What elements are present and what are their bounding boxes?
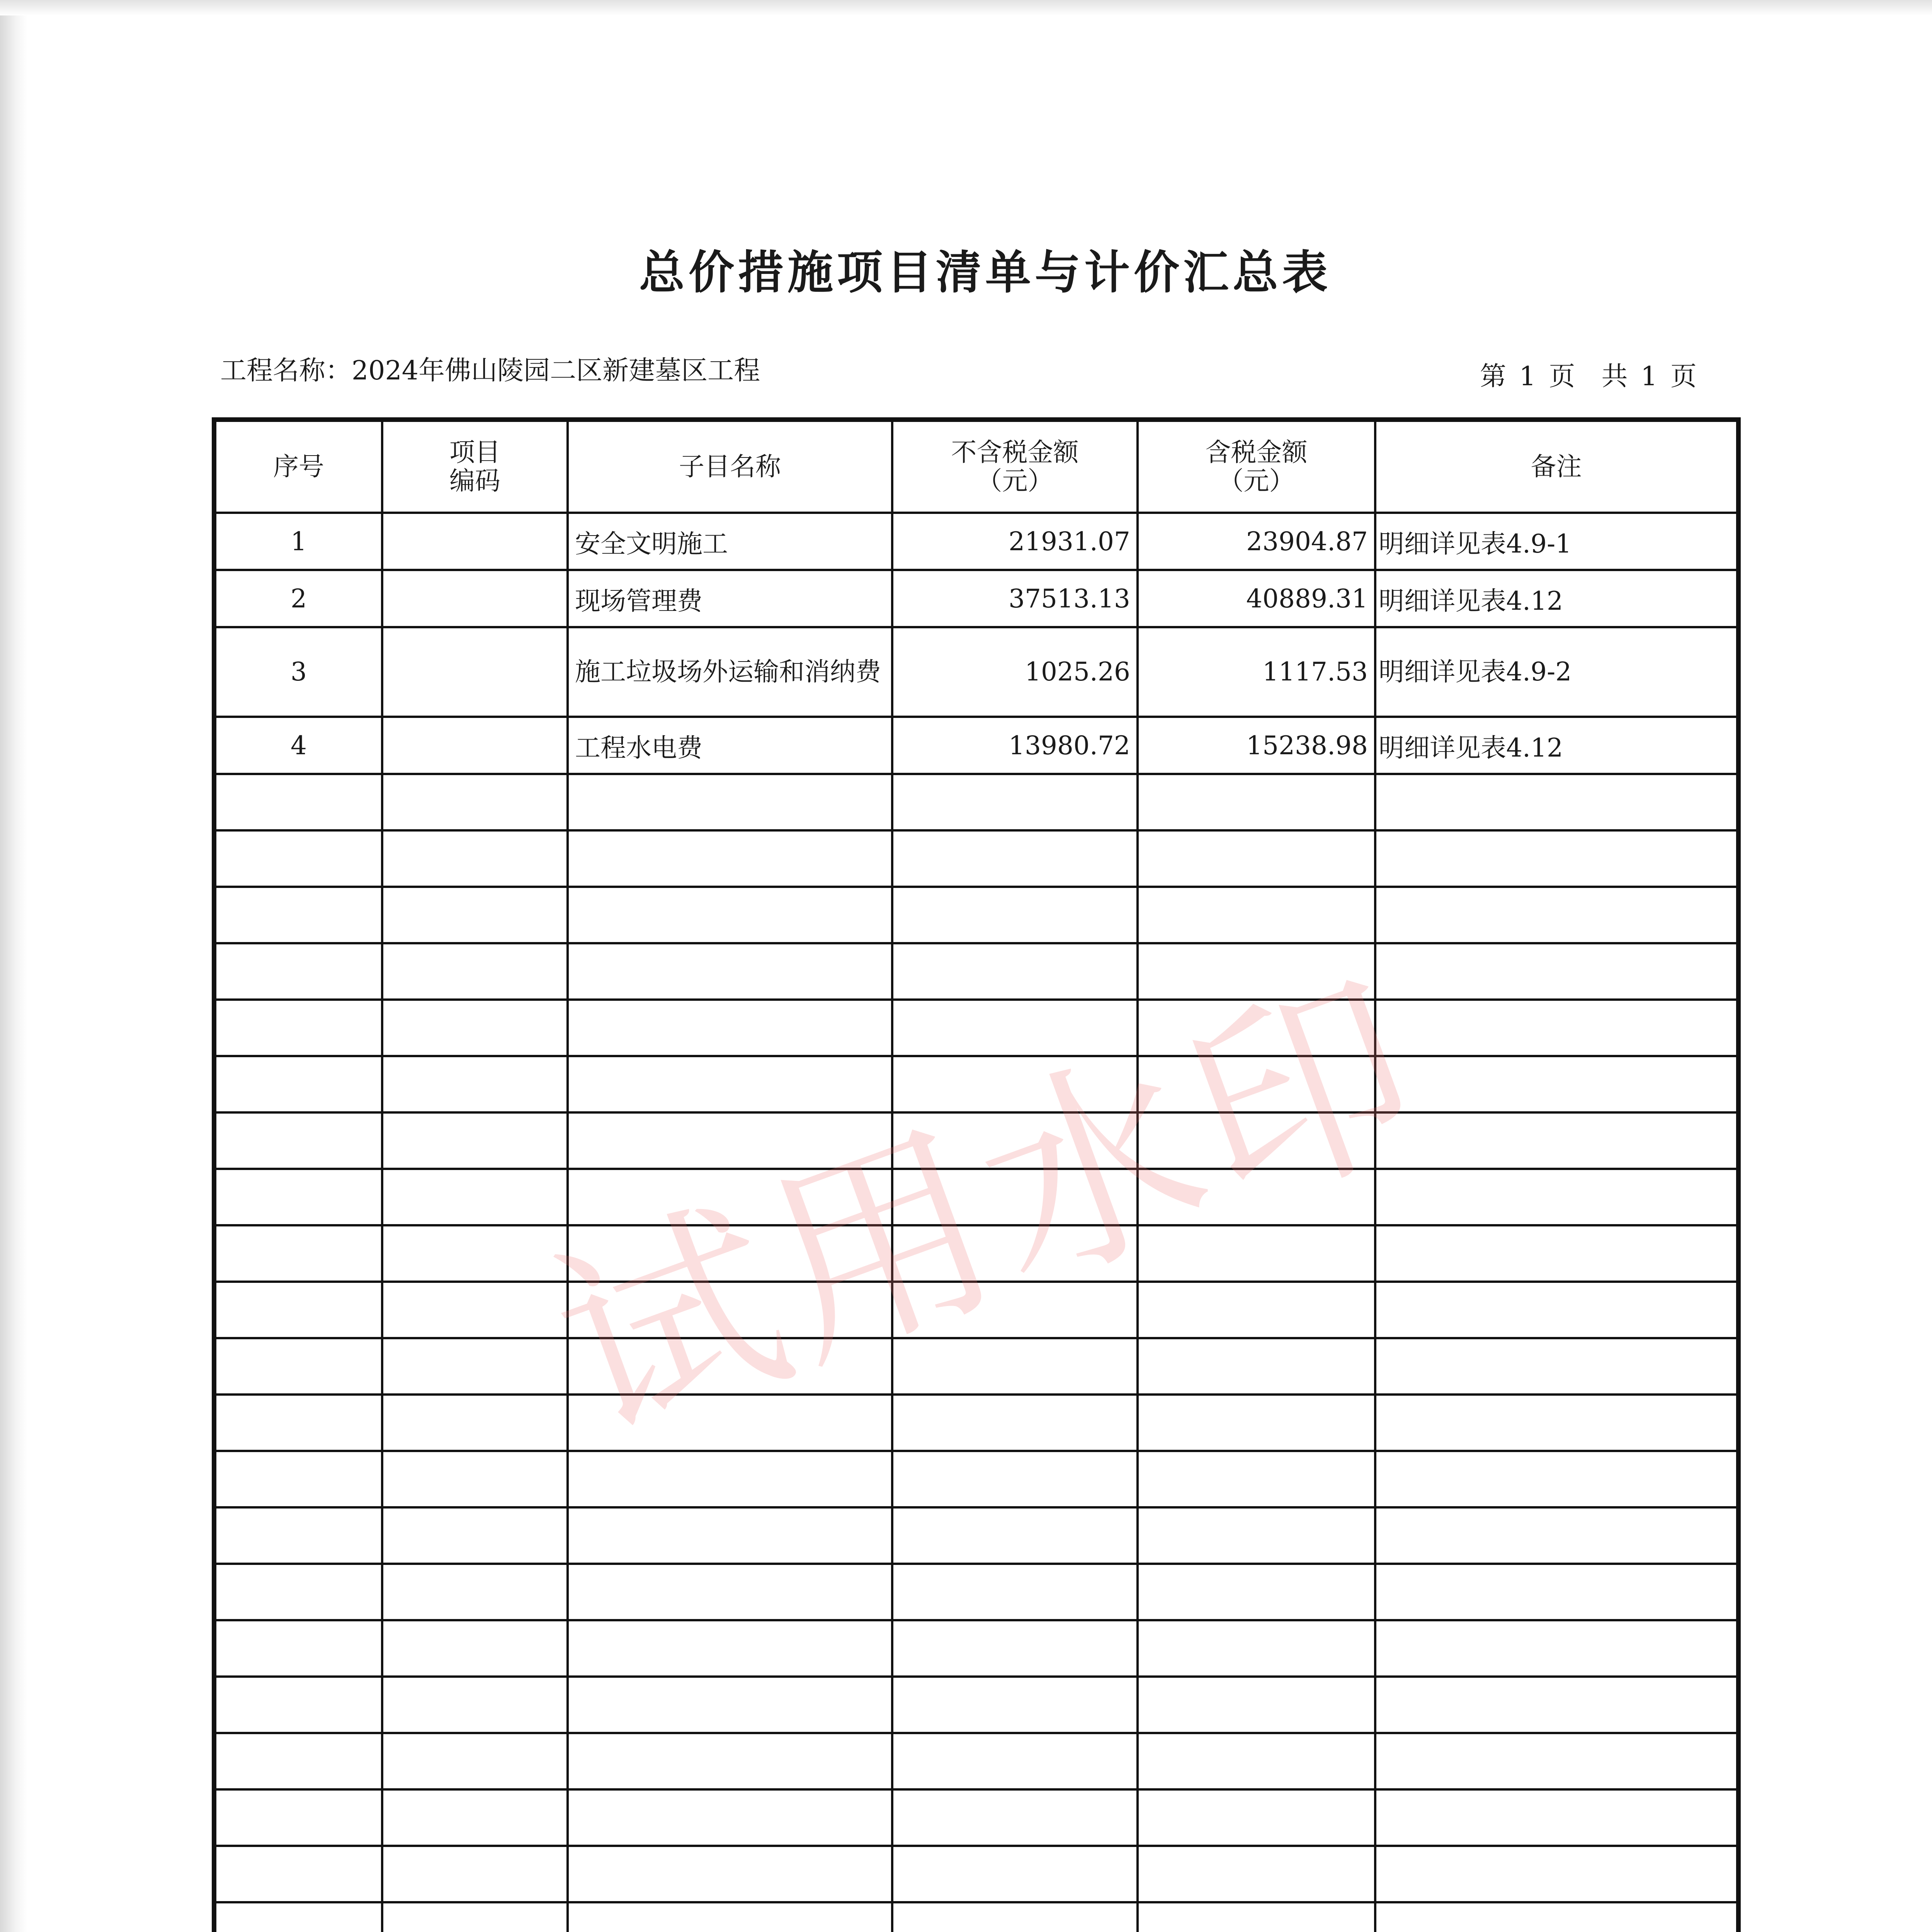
empty-cell — [382, 1677, 568, 1733]
empty-cell — [892, 1507, 1138, 1564]
cell-seq: 4 — [214, 717, 382, 774]
empty-cell — [568, 943, 892, 1000]
table-header-row — [214, 420, 1738, 513]
empty-cell — [1138, 1789, 1375, 1846]
empty-row — [214, 1564, 1738, 1620]
empty-cell — [1138, 1000, 1375, 1056]
empty-cell — [214, 830, 382, 887]
page-title: 总价措施项目清单与计价汇总表 — [639, 246, 1332, 299]
trial-watermark: 试用水印 — [526, 936, 1455, 1480]
empty-cell — [382, 1225, 568, 1282]
empty-cell — [892, 1338, 1138, 1395]
cell-amount-inc: 40889.31 — [1138, 570, 1375, 627]
empty-cell — [1375, 1677, 1738, 1733]
cell-remark: 明细详见表4.12 — [1375, 570, 1738, 627]
empty-row — [214, 1056, 1738, 1112]
empty-cell — [1138, 943, 1375, 1000]
measures-summary-table — [212, 417, 1741, 1932]
cell-seq: 2 — [214, 570, 382, 627]
empty-cell — [214, 1000, 382, 1056]
empty-cell — [892, 1846, 1138, 1902]
empty-cell — [568, 1620, 892, 1677]
empty-cell — [1138, 887, 1375, 943]
empty-cell — [382, 887, 568, 943]
empty-row — [214, 1507, 1738, 1564]
cell-remark: 明细详见表4.9-1 — [1375, 513, 1738, 570]
empty-row — [214, 774, 1738, 830]
empty-cell — [382, 943, 568, 1000]
empty-cell — [214, 1451, 382, 1507]
page-number: 第 1 页 共 1 页 — [1480, 361, 1697, 392]
empty-cell — [1138, 1451, 1375, 1507]
empty-cell — [1375, 1169, 1738, 1225]
empty-cell — [1138, 1846, 1375, 1902]
empty-cell — [1138, 1169, 1375, 1225]
empty-row — [214, 1282, 1738, 1338]
empty-cell — [1375, 1000, 1738, 1056]
empty-cell — [1375, 1112, 1738, 1169]
empty-row — [214, 1620, 1738, 1677]
header-amount-ex: 不含税金额 （元） — [892, 420, 1138, 513]
empty-cell — [568, 1507, 892, 1564]
empty-cell — [568, 1564, 892, 1620]
empty-cell — [382, 1846, 568, 1902]
empty-cell — [382, 1451, 568, 1507]
table-row — [214, 717, 1738, 774]
empty-cell — [1375, 1846, 1738, 1902]
header-name: 子目名称 — [568, 420, 892, 513]
empty-cell — [1375, 1564, 1738, 1620]
empty-row — [214, 1112, 1738, 1169]
empty-cell — [568, 1789, 892, 1846]
table-row — [214, 627, 1738, 717]
cell-amount-inc: 1117.53 — [1138, 627, 1375, 717]
empty-cell — [568, 1225, 892, 1282]
empty-row — [214, 887, 1738, 943]
empty-row — [214, 1225, 1738, 1282]
empty-cell — [214, 1282, 382, 1338]
empty-cell — [382, 1902, 568, 1932]
empty-cell — [382, 1000, 568, 1056]
empty-cell — [382, 1733, 568, 1789]
empty-cell — [568, 1056, 892, 1112]
empty-cell — [1375, 1395, 1738, 1451]
empty-cell — [892, 1733, 1138, 1789]
empty-cell — [382, 1112, 568, 1169]
cell-name: 安全文明施工 — [568, 513, 892, 570]
empty-cell — [1138, 1395, 1375, 1451]
empty-cell — [214, 1169, 382, 1225]
cell-amount-ex: 37513.13 — [892, 570, 1138, 627]
cell-name: 现场管理费 — [568, 570, 892, 627]
empty-cell — [1138, 1733, 1375, 1789]
cell-seq: 3 — [214, 627, 382, 717]
cell-code — [382, 627, 568, 717]
empty-cell — [892, 1620, 1138, 1677]
empty-cell — [382, 1507, 568, 1564]
empty-row — [214, 830, 1738, 887]
empty-cell — [214, 1564, 382, 1620]
cell-amount-inc: 23904.87 — [1138, 513, 1375, 570]
cell-code — [382, 570, 568, 627]
empty-cell — [568, 1282, 892, 1338]
project-name-line — [220, 350, 760, 387]
empty-cell — [1375, 774, 1738, 830]
empty-cell — [892, 1789, 1138, 1846]
header-code: 项目 编码 — [382, 420, 568, 513]
empty-cell — [214, 943, 382, 1000]
empty-row — [214, 1000, 1738, 1056]
empty-cell — [214, 1620, 382, 1677]
empty-cell — [1375, 1451, 1738, 1507]
empty-cell — [568, 774, 892, 830]
empty-cell — [568, 1000, 892, 1056]
cell-name: 工程水电费 — [568, 717, 892, 774]
empty-cell — [382, 1395, 568, 1451]
empty-cell — [214, 1507, 382, 1564]
project-label: 工程名称： — [220, 355, 352, 386]
empty-row — [214, 1395, 1738, 1451]
empty-cell — [892, 1395, 1138, 1451]
empty-cell — [1138, 1620, 1375, 1677]
empty-cell — [568, 1395, 892, 1451]
empty-cell — [1138, 1225, 1375, 1282]
empty-cell — [1138, 1282, 1375, 1338]
empty-cell — [892, 1564, 1138, 1620]
empty-cell — [214, 1056, 382, 1112]
empty-cell — [1375, 1338, 1738, 1395]
header-remark: 备注 — [1375, 420, 1738, 513]
table-row — [214, 570, 1738, 627]
empty-cell — [892, 1282, 1138, 1338]
empty-cell — [892, 1451, 1138, 1507]
empty-cell — [568, 1112, 892, 1169]
empty-cell — [382, 1620, 568, 1677]
cell-amount-ex: 21931.07 — [892, 513, 1138, 570]
empty-cell — [892, 830, 1138, 887]
empty-cell — [1375, 1056, 1738, 1112]
empty-cell — [1375, 1225, 1738, 1282]
empty-row — [214, 1169, 1738, 1225]
empty-row — [214, 1902, 1738, 1932]
empty-cell — [214, 1338, 382, 1395]
empty-cell — [892, 1677, 1138, 1733]
empty-cell — [214, 1846, 382, 1902]
empty-cell — [568, 1169, 892, 1225]
cell-remark: 明细详见表4.9-2 — [1375, 627, 1738, 717]
empty-cell — [568, 1451, 892, 1507]
empty-cell — [382, 1282, 568, 1338]
empty-row — [214, 1846, 1738, 1902]
empty-cell — [568, 830, 892, 887]
empty-cell — [1375, 943, 1738, 1000]
empty-cell — [214, 1225, 382, 1282]
cell-code — [382, 717, 568, 774]
empty-row — [214, 943, 1738, 1000]
empty-cell — [892, 887, 1138, 943]
empty-cell — [892, 774, 1138, 830]
empty-row — [214, 1451, 1738, 1507]
empty-cell — [214, 1733, 382, 1789]
empty-cell — [214, 887, 382, 943]
empty-cell — [568, 887, 892, 943]
empty-cell — [1138, 1564, 1375, 1620]
empty-cell — [1138, 1338, 1375, 1395]
empty-cell — [568, 1733, 892, 1789]
empty-cell — [1375, 1789, 1738, 1846]
empty-cell — [892, 1000, 1138, 1056]
empty-cell — [1375, 1902, 1738, 1932]
empty-cell — [382, 1564, 568, 1620]
cell-amount-ex: 1025.26 — [892, 627, 1138, 717]
empty-cell — [382, 1789, 568, 1846]
empty-cell — [382, 1056, 568, 1112]
empty-cell — [1375, 1282, 1738, 1338]
empty-cell — [1375, 830, 1738, 887]
header-amount-inc: 含税金额 （元） — [1138, 420, 1375, 513]
empty-cell — [1138, 1902, 1375, 1932]
empty-cell — [382, 830, 568, 887]
cell-remark: 明细详见表4.12 — [1375, 717, 1738, 774]
empty-cell — [214, 774, 382, 830]
empty-cell — [214, 1395, 382, 1451]
empty-cell — [892, 1169, 1138, 1225]
empty-cell — [568, 1902, 892, 1932]
empty-row — [214, 1789, 1738, 1846]
empty-cell — [1138, 1112, 1375, 1169]
empty-cell — [1138, 1507, 1375, 1564]
empty-cell — [1138, 830, 1375, 887]
project-name: 2024年佛山陵园二区新建墓区工程 — [352, 355, 760, 386]
empty-cell — [1375, 1507, 1738, 1564]
empty-cell — [892, 1902, 1138, 1932]
empty-cell — [1138, 774, 1375, 830]
empty-cell — [382, 774, 568, 830]
empty-cell — [892, 943, 1138, 1000]
empty-cell — [892, 1112, 1138, 1169]
empty-cell — [892, 1225, 1138, 1282]
cell-seq: 1 — [214, 513, 382, 570]
header-seq: 序号 — [214, 420, 382, 513]
cell-name: 施工垃圾场外运输和消纳费 — [568, 627, 892, 717]
empty-cell — [382, 1338, 568, 1395]
empty-row — [214, 1733, 1738, 1789]
scan-edge-top — [0, 0, 1932, 15]
cell-amount-inc: 15238.98 — [1138, 717, 1375, 774]
table-row — [214, 513, 1738, 570]
empty-cell — [1375, 887, 1738, 943]
empty-cell — [214, 1112, 382, 1169]
cell-amount-ex: 13980.72 — [892, 717, 1138, 774]
empty-row — [214, 1338, 1738, 1395]
empty-cell — [1138, 1056, 1375, 1112]
empty-cell — [568, 1338, 892, 1395]
empty-cell — [214, 1677, 382, 1733]
empty-cell — [1375, 1620, 1738, 1677]
empty-cell — [214, 1902, 382, 1932]
empty-cell — [214, 1789, 382, 1846]
cell-code — [382, 513, 568, 570]
empty-cell — [568, 1677, 892, 1733]
empty-cell — [568, 1846, 892, 1902]
empty-cell — [1375, 1733, 1738, 1789]
empty-cell — [1138, 1677, 1375, 1733]
empty-cell — [892, 1056, 1138, 1112]
empty-cell — [382, 1169, 568, 1225]
empty-row — [214, 1677, 1738, 1733]
